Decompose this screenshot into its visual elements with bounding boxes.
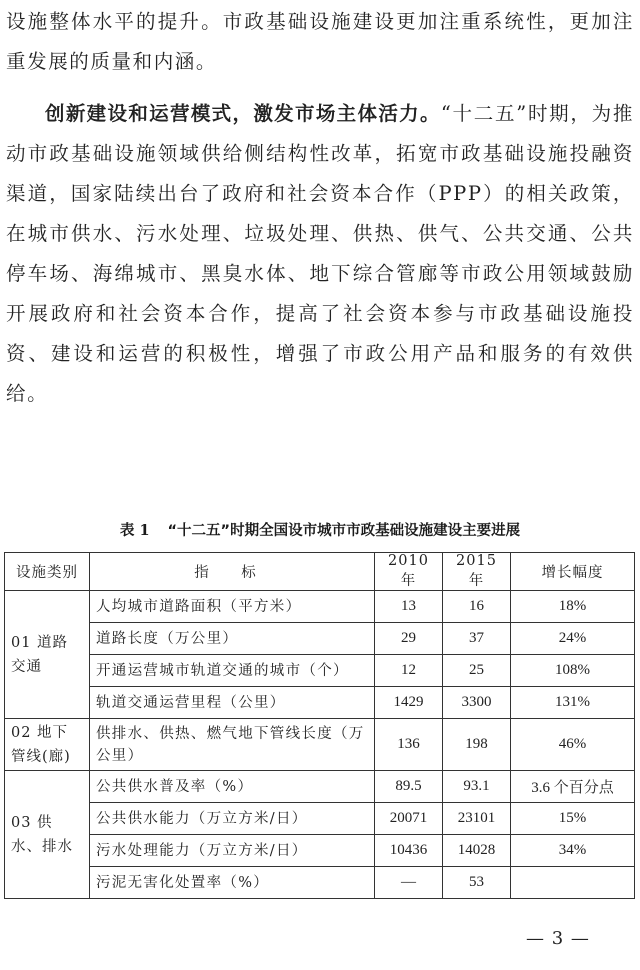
paragraph-lead-heading: 创新建设和运营模式，激发市场主体活力。 bbox=[45, 102, 441, 125]
paragraph-ppp bbox=[6, 94, 634, 414]
growth-value: 24% bbox=[511, 623, 635, 655]
table-caption-title: “十二五”时期全国设市城市市政基础设施建设主要进展 bbox=[167, 523, 521, 539]
value-2015: 14028 bbox=[443, 835, 511, 867]
table-row bbox=[5, 623, 635, 655]
table-caption bbox=[0, 519, 640, 540]
table-caption-number: 表 1 bbox=[119, 522, 150, 539]
category-water-supply-drainage: 03 供水、排水 bbox=[5, 771, 90, 899]
value-2015: 93.1 bbox=[443, 771, 511, 803]
indicator-cell: 污水处理能力（万立方米/日） bbox=[90, 835, 375, 867]
value-2015: 37 bbox=[443, 623, 511, 655]
table-row bbox=[5, 655, 635, 687]
value-2015: 23101 bbox=[443, 803, 511, 835]
value-2015: 16 bbox=[443, 591, 511, 623]
value-2015: 198 bbox=[443, 719, 511, 771]
indicator-cell: 公共供水能力（万立方米/日） bbox=[90, 803, 375, 835]
paragraph-continued bbox=[6, 2, 634, 82]
category-underground-pipelines: 02 地下管线(廊) bbox=[5, 719, 90, 771]
indicator-cell: 开通运营城市轨道交通的城市（个） bbox=[90, 655, 375, 687]
growth-value: 18% bbox=[511, 591, 635, 623]
table-row bbox=[5, 591, 635, 623]
table-row bbox=[5, 687, 635, 719]
growth-value: 131% bbox=[511, 687, 635, 719]
table-row bbox=[5, 835, 635, 867]
value-2010: 12 bbox=[375, 655, 443, 687]
table-row bbox=[5, 867, 635, 899]
progress-table bbox=[4, 552, 635, 899]
growth-value: 108% bbox=[511, 655, 635, 687]
paragraph-text: “十二五”时期，为推动市政基础设施领域供给侧结构性改革，拓宽市政基础设施投融资渠道，国家陆续出台了政府和社会资本合作（PPP）的相关政策，在城市供水、污水处理、垃圾处理、供热、供气、公共交通、公共停车场、海绵城市、黑臭水体、地下综合管廊等市政公用领域鼓励开展政府和社会资本合作，提高了社会资本参与市政基础设施投资、建设和运营的积极性，增强了市政公用产品和服务的有效供给。 bbox=[6, 102, 634, 405]
growth-value: 3.6 个百分点 bbox=[511, 771, 635, 803]
header-2015: 2015 年 bbox=[443, 553, 511, 591]
value-2015: 53 bbox=[443, 867, 511, 899]
indicator-cell: 公共供水普及率（%） bbox=[90, 771, 375, 803]
growth-value bbox=[511, 867, 635, 899]
page-number: — 3 — bbox=[526, 928, 590, 949]
table-row bbox=[5, 803, 635, 835]
value-2010: 1429 bbox=[375, 687, 443, 719]
value-2010: 89.5 bbox=[375, 771, 443, 803]
paragraph-text: 设施整体水平的提升。市政基础设施建设更加注重系统性，更加注重发展的质量和内涵。 bbox=[6, 10, 634, 73]
value-2010: 20071 bbox=[375, 803, 443, 835]
header-indicator: 指 标 bbox=[90, 553, 375, 591]
indicator-cell: 污泥无害化处置率（%） bbox=[90, 867, 375, 899]
value-2010: 136 bbox=[375, 719, 443, 771]
growth-value: 46% bbox=[511, 719, 635, 771]
indicator-cell: 供排水、供热、燃气地下管线长度（万公里） bbox=[90, 719, 375, 771]
table-row bbox=[5, 771, 635, 803]
indicator-cell: 人均城市道路面积（平方米） bbox=[90, 591, 375, 623]
value-2010: 13 bbox=[375, 591, 443, 623]
value-2010: 29 bbox=[375, 623, 443, 655]
value-2010: — bbox=[375, 867, 443, 899]
category-road-traffic: 01 道路交通 bbox=[5, 591, 90, 719]
value-2015: 25 bbox=[443, 655, 511, 687]
value-2015: 3300 bbox=[443, 687, 511, 719]
table-header-row bbox=[5, 553, 635, 591]
value-2010: 10436 bbox=[375, 835, 443, 867]
table-row bbox=[5, 719, 635, 771]
growth-value: 34% bbox=[511, 835, 635, 867]
header-category: 设施类别 bbox=[5, 553, 90, 591]
indicator-cell: 道路长度（万公里） bbox=[90, 623, 375, 655]
header-2010: 2010 年 bbox=[375, 553, 443, 591]
indicator-cell: 轨道交通运营里程（公里） bbox=[90, 687, 375, 719]
growth-value: 15% bbox=[511, 803, 635, 835]
header-growth: 增长幅度 bbox=[511, 553, 635, 591]
